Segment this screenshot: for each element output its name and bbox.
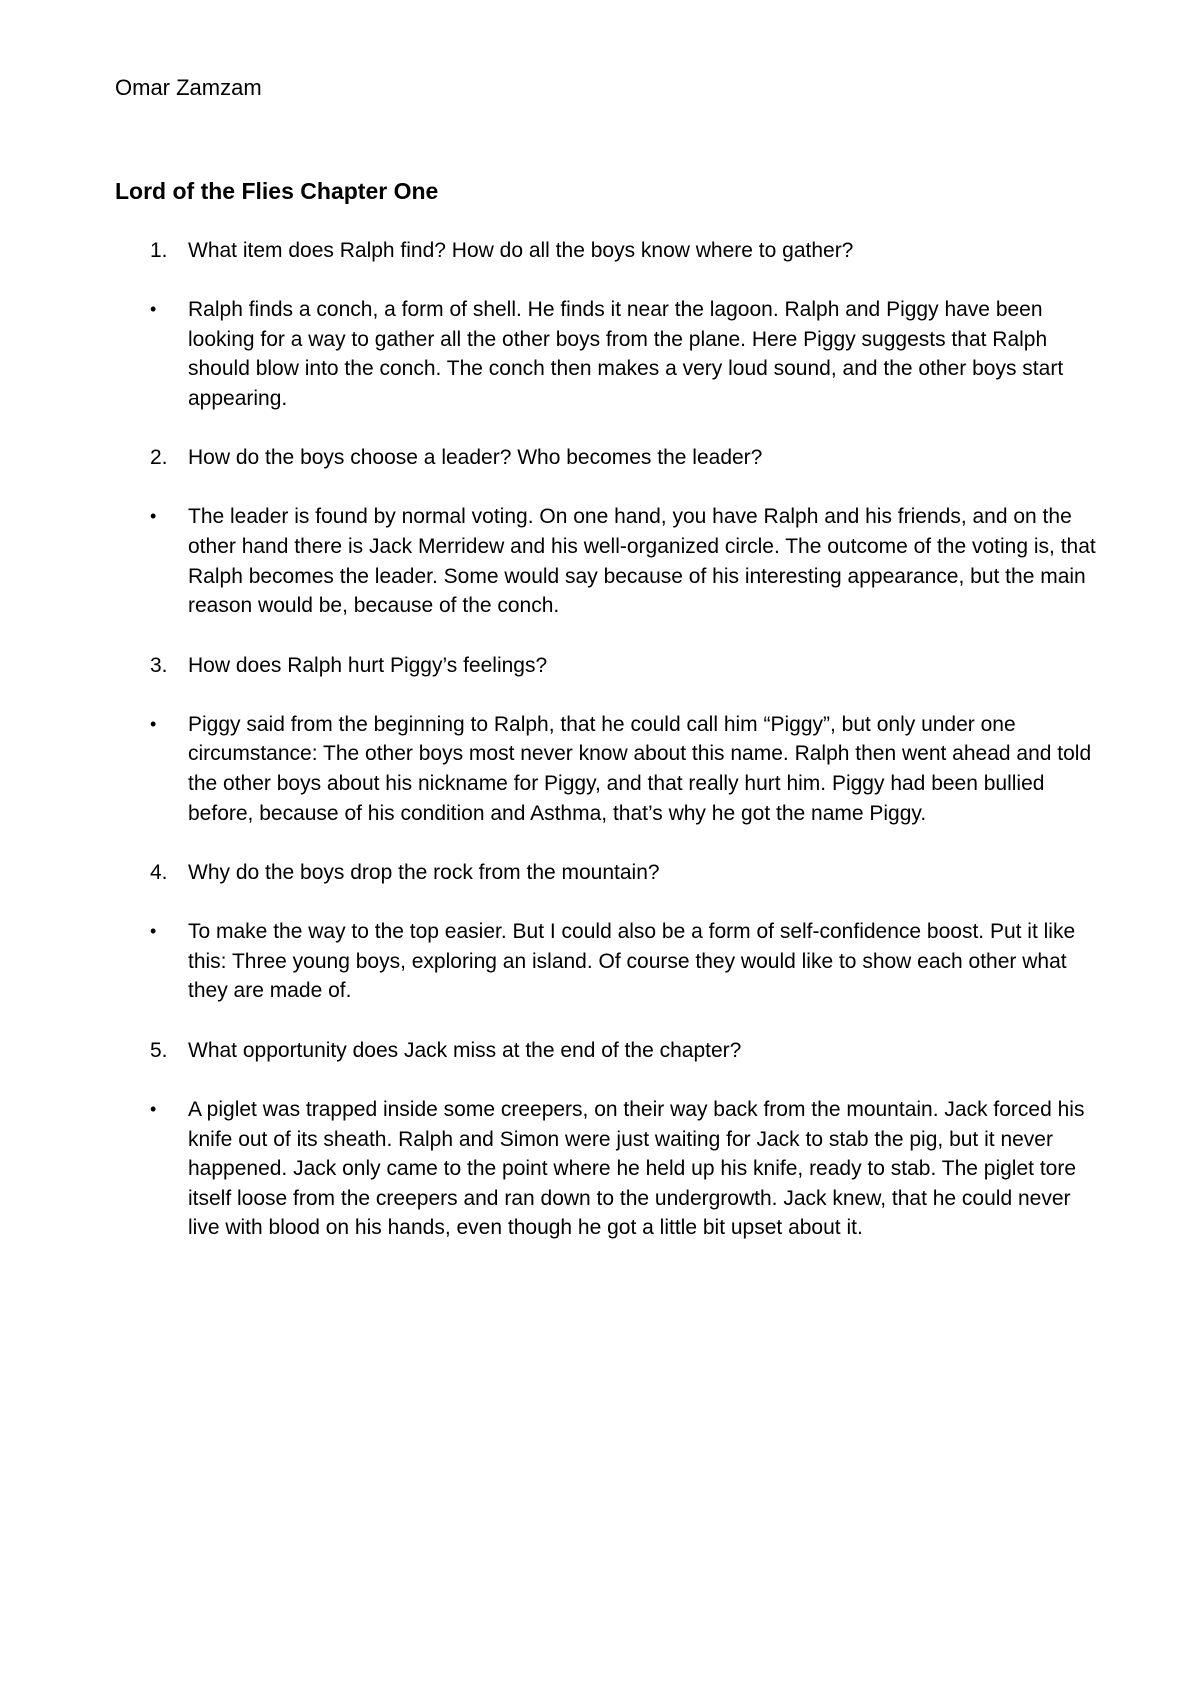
document-title: Lord of the Flies Chapter One	[115, 178, 439, 204]
question-2	[150, 443, 1100, 472]
answer-5	[150, 1095, 1100, 1243]
author-name: Omar Zamzam	[115, 75, 262, 100]
answer-text: A piglet was trapped inside some creepers, on their way back from the mountain. Jack forced his knife out of its sheath. Ralph and Simon were just waiting for Jack to stab the pig, but it never happened. Jack only came to the point where he held up his knife, ready to stab. The piglet tore itself loose from the creepers and ran down to the undergrowth. Jack knew, that he could never live with blood on his hands, even though he got a little bit upset about it.	[188, 1097, 1085, 1240]
question-text: Why do the boys drop the rock from the mountain?	[188, 861, 660, 885]
question-number: 4.	[150, 861, 168, 885]
question-3	[150, 651, 1100, 680]
bullet-icon: •	[150, 921, 157, 942]
answer-text: To make the way to the top easier. But I could also be a form of self-confidence boost. Put it like this: Three young boys, exploring an island. Of course they would like to show each other what they are made of.	[188, 920, 1076, 1003]
answer-4	[150, 917, 1100, 1006]
answer-text: The leader is found by normal voting. On one hand, you have Ralph and his friends, and on the other hand there is Jack Merridew and his well-organized circle. The outcome of the voting is, that Ralph becomes the leader. Some would say because of his interesting appearance, but the main reason would be, because of the conch.	[188, 505, 1096, 618]
answer-2	[150, 502, 1100, 620]
qa-list	[150, 236, 1100, 1273]
answer-3	[150, 710, 1100, 828]
question-4	[150, 858, 1100, 887]
answer-1	[150, 295, 1100, 413]
bullet-icon: •	[150, 713, 157, 734]
question-text: What opportunity does Jack miss at the end of the chapter?	[188, 1038, 742, 1062]
question-text: What item does Ralph find? How do all the boys know where to gather?	[188, 239, 854, 262]
bullet-icon: •	[150, 1098, 157, 1119]
question-text: How does Ralph hurt Piggy’s feelings?	[188, 653, 548, 677]
question-number: 2.	[150, 446, 168, 470]
question-5	[150, 1036, 1100, 1065]
answer-text: Ralph finds a conch, a form of shell. He finds it near the lagoon. Ralph and Piggy have been looking for a way to gather all the other boys from the plane. Here Piggy suggests that Ralph should blow into the conch. The conch then makes a very loud sound, and the other boys start appearing.	[188, 298, 1064, 410]
question-1	[150, 236, 1100, 265]
question-text: How do the boys choose a leader? Who becomes the leader?	[188, 446, 763, 470]
question-number: 1.	[150, 239, 168, 262]
question-number: 3.	[150, 653, 168, 677]
bullet-icon: •	[150, 299, 157, 319]
question-number: 5.	[150, 1038, 168, 1062]
answer-text: Piggy said from the beginning to Ralph, that he could call him “Piggy”, but only under one circumstance: The other boys most never know about this name. Ralph then went ahead and told the other boys about his nickname for Piggy, and that really hurt him. Piggy had been bullied before, because of his condition and Asthma, that’s why he got the name Piggy.	[188, 712, 1092, 825]
bullet-icon: •	[150, 506, 157, 527]
